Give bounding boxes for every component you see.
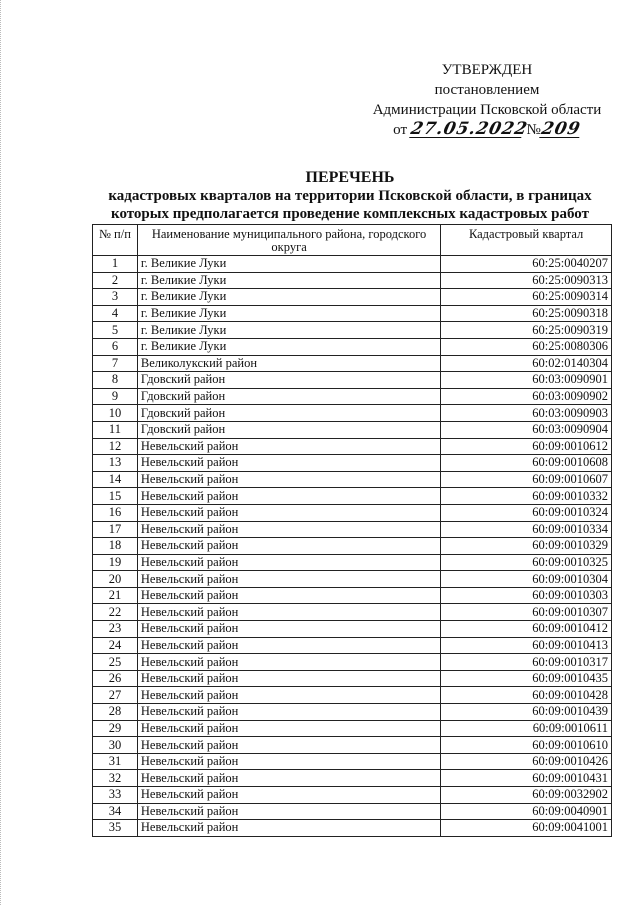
row-district: Невельский район	[137, 471, 440, 488]
row-number: 35	[93, 820, 138, 837]
table-row	[93, 388, 612, 405]
table-row	[93, 471, 612, 488]
row-cadastral-quarter: 60:25:0090319	[441, 322, 612, 339]
table-row	[93, 587, 612, 604]
row-district: Гдовский район	[137, 388, 440, 405]
row-district: г. Великие Луки	[137, 305, 440, 322]
table-row	[93, 355, 612, 372]
row-number: 8	[93, 372, 138, 389]
row-number: 12	[93, 438, 138, 455]
row-number: 32	[93, 770, 138, 787]
table-row	[93, 256, 612, 273]
table-row	[93, 338, 612, 355]
table-row	[93, 670, 612, 687]
table-row	[93, 421, 612, 438]
row-cadastral-quarter: 60:09:0010426	[441, 753, 612, 770]
document-title	[90, 169, 610, 223]
row-number: 6	[93, 338, 138, 355]
header-number: № п/п	[93, 225, 138, 256]
table-row	[93, 654, 612, 671]
row-number: 18	[93, 538, 138, 555]
date-number-line	[362, 120, 612, 140]
row-number: 1	[93, 256, 138, 273]
row-number: 20	[93, 571, 138, 588]
table-row	[93, 488, 612, 505]
table-row	[93, 820, 612, 837]
row-district: Невельский район	[137, 670, 440, 687]
row-cadastral-quarter: 60:09:0041001	[441, 820, 612, 837]
row-number: 10	[93, 405, 138, 422]
row-cadastral-quarter: 60:09:0010610	[441, 737, 612, 754]
row-cadastral-quarter: 60:09:0010325	[441, 554, 612, 571]
table-row	[93, 687, 612, 704]
scan-edge	[0, 0, 5, 905]
row-cadastral-quarter: 60:03:0090902	[441, 388, 612, 405]
row-number: 28	[93, 704, 138, 721]
row-number: 3	[93, 289, 138, 306]
number-label: №	[526, 122, 541, 138]
table-row	[93, 305, 612, 322]
row-cadastral-quarter: 60:25:0090318	[441, 305, 612, 322]
table-row	[93, 272, 612, 289]
row-cadastral-quarter: 60:09:0010428	[441, 687, 612, 704]
row-district: Невельский район	[137, 737, 440, 754]
row-district: Невельский район	[137, 654, 440, 671]
row-number: 29	[93, 720, 138, 737]
row-cadastral-quarter: 60:09:0010304	[441, 571, 612, 588]
row-cadastral-quarter: 60:09:0010611	[441, 720, 612, 737]
table-row	[93, 504, 612, 521]
row-district: г. Великие Луки	[137, 289, 440, 306]
table-row	[93, 322, 612, 339]
row-cadastral-quarter: 60:09:0010412	[441, 621, 612, 638]
table-row	[93, 571, 612, 588]
table-body	[93, 256, 612, 837]
row-number: 33	[93, 787, 138, 804]
approved-label: УТВЕРЖДЕН	[441, 62, 533, 78]
row-district: Невельский район	[137, 587, 440, 604]
row-district: Невельский район	[137, 770, 440, 787]
row-cadastral-quarter: 60:09:0010332	[441, 488, 612, 505]
row-cadastral-quarter: 60:09:0010607	[441, 471, 612, 488]
row-district: Невельский район	[137, 753, 440, 770]
row-district: Невельский район	[137, 504, 440, 521]
row-cadastral-quarter: 60:09:0010334	[441, 521, 612, 538]
row-cadastral-quarter: 60:09:0010307	[441, 604, 612, 621]
row-district: Гдовский район	[137, 421, 440, 438]
table-row	[93, 372, 612, 389]
table-row	[93, 737, 612, 754]
row-district: Невельский район	[137, 787, 440, 804]
row-number: 30	[93, 737, 138, 754]
table-header-row	[93, 225, 612, 256]
table-row	[93, 637, 612, 654]
row-district: Невельский район	[137, 538, 440, 555]
row-number: 21	[93, 587, 138, 604]
row-number: 14	[93, 471, 138, 488]
table-row	[93, 405, 612, 422]
header-quarter: Кадастровый квартал	[441, 225, 612, 256]
row-cadastral-quarter: 60:09:0040901	[441, 803, 612, 820]
row-district: Гдовский район	[137, 372, 440, 389]
row-number: 19	[93, 554, 138, 571]
table-row	[93, 604, 612, 621]
row-cadastral-quarter: 60:09:0010431	[441, 770, 612, 787]
table-row	[93, 803, 612, 820]
authority-label: Администрации Псковской области	[372, 102, 602, 118]
row-cadastral-quarter: 60:09:0010324	[441, 504, 612, 521]
handwritten-number: 209	[539, 119, 583, 139]
row-cadastral-quarter: 60:02:0140304	[441, 355, 612, 372]
row-district: Невельский район	[137, 803, 440, 820]
row-cadastral-quarter: 60:09:0010329	[441, 538, 612, 555]
row-district: Невельский район	[137, 637, 440, 654]
row-cadastral-quarter: 60:25:0090314	[441, 289, 612, 306]
row-district: Невельский район	[137, 621, 440, 638]
title-heading: ПЕРЕЧЕНЬ	[305, 169, 395, 186]
row-district: Невельский район	[137, 720, 440, 737]
table-row	[93, 538, 612, 555]
row-district: г. Великие Луки	[137, 322, 440, 339]
row-cadastral-quarter: 60:25:0090313	[441, 272, 612, 289]
from-label: от	[393, 122, 408, 138]
row-cadastral-quarter: 60:09:0010439	[441, 704, 612, 721]
row-number: 17	[93, 521, 138, 538]
row-district: Невельский район	[137, 687, 440, 704]
row-district: Невельский район	[137, 571, 440, 588]
row-cadastral-quarter: 60:09:0032902	[441, 787, 612, 804]
row-number: 22	[93, 604, 138, 621]
row-number: 16	[93, 504, 138, 521]
table-row	[93, 753, 612, 770]
approved-by-label: постановлением	[434, 82, 540, 98]
row-number: 4	[93, 305, 138, 322]
row-cadastral-quarter: 60:03:0090904	[441, 421, 612, 438]
title-line-3: которых предполагается проведение комплексных кадастровых работ	[111, 206, 589, 222]
row-number: 27	[93, 687, 138, 704]
row-cadastral-quarter: 60:09:0010303	[441, 587, 612, 604]
row-cadastral-quarter: 60:25:0080306	[441, 338, 612, 355]
row-district: Гдовский район	[137, 405, 440, 422]
row-number: 34	[93, 803, 138, 820]
row-number: 25	[93, 654, 138, 671]
row-district: Невельский район	[137, 554, 440, 571]
table-row	[93, 787, 612, 804]
row-cadastral-quarter: 60:03:0090903	[441, 405, 612, 422]
row-number: 9	[93, 388, 138, 405]
table-row	[93, 438, 612, 455]
approval-block	[362, 60, 612, 140]
row-district: Невельский район	[137, 704, 440, 721]
row-district: Невельский район	[137, 604, 440, 621]
row-district: г. Великие Луки	[137, 256, 440, 273]
row-cadastral-quarter: 60:09:0010317	[441, 654, 612, 671]
table-row	[93, 621, 612, 638]
row-cadastral-quarter: 60:09:0010413	[441, 637, 612, 654]
row-number: 7	[93, 355, 138, 372]
row-district: Невельский район	[137, 488, 440, 505]
header-district: Наименование муниципального района, городского округа	[137, 225, 440, 256]
row-district: Великолукский район	[137, 355, 440, 372]
row-cadastral-quarter: 60:25:0040207	[441, 256, 612, 273]
row-district: г. Великие Луки	[137, 338, 440, 355]
row-district: Невельский район	[137, 820, 440, 837]
row-district: Невельский район	[137, 438, 440, 455]
table-row	[93, 720, 612, 737]
row-number: 23	[93, 621, 138, 638]
handwritten-date: 27.05.2022	[408, 119, 530, 139]
row-cadastral-quarter: 60:09:0010608	[441, 455, 612, 472]
cadastral-table	[92, 224, 612, 837]
table-row	[93, 289, 612, 306]
table-row	[93, 455, 612, 472]
row-number: 15	[93, 488, 138, 505]
row-number: 26	[93, 670, 138, 687]
row-district: Невельский район	[137, 455, 440, 472]
row-district: г. Великие Луки	[137, 272, 440, 289]
row-cadastral-quarter: 60:09:0010612	[441, 438, 612, 455]
table-row	[93, 770, 612, 787]
table-row	[93, 554, 612, 571]
row-cadastral-quarter: 60:03:0090901	[441, 372, 612, 389]
row-number: 13	[93, 455, 138, 472]
row-number: 5	[93, 322, 138, 339]
row-number: 11	[93, 421, 138, 438]
row-number: 2	[93, 272, 138, 289]
row-district: Невельский район	[137, 521, 440, 538]
row-number: 31	[93, 753, 138, 770]
row-cadastral-quarter: 60:09:0010435	[441, 670, 612, 687]
table-row	[93, 704, 612, 721]
row-number: 24	[93, 637, 138, 654]
table-row	[93, 521, 612, 538]
title-line-2: кадастровых кварталов на территории Псковской области, в границах	[108, 188, 592, 204]
